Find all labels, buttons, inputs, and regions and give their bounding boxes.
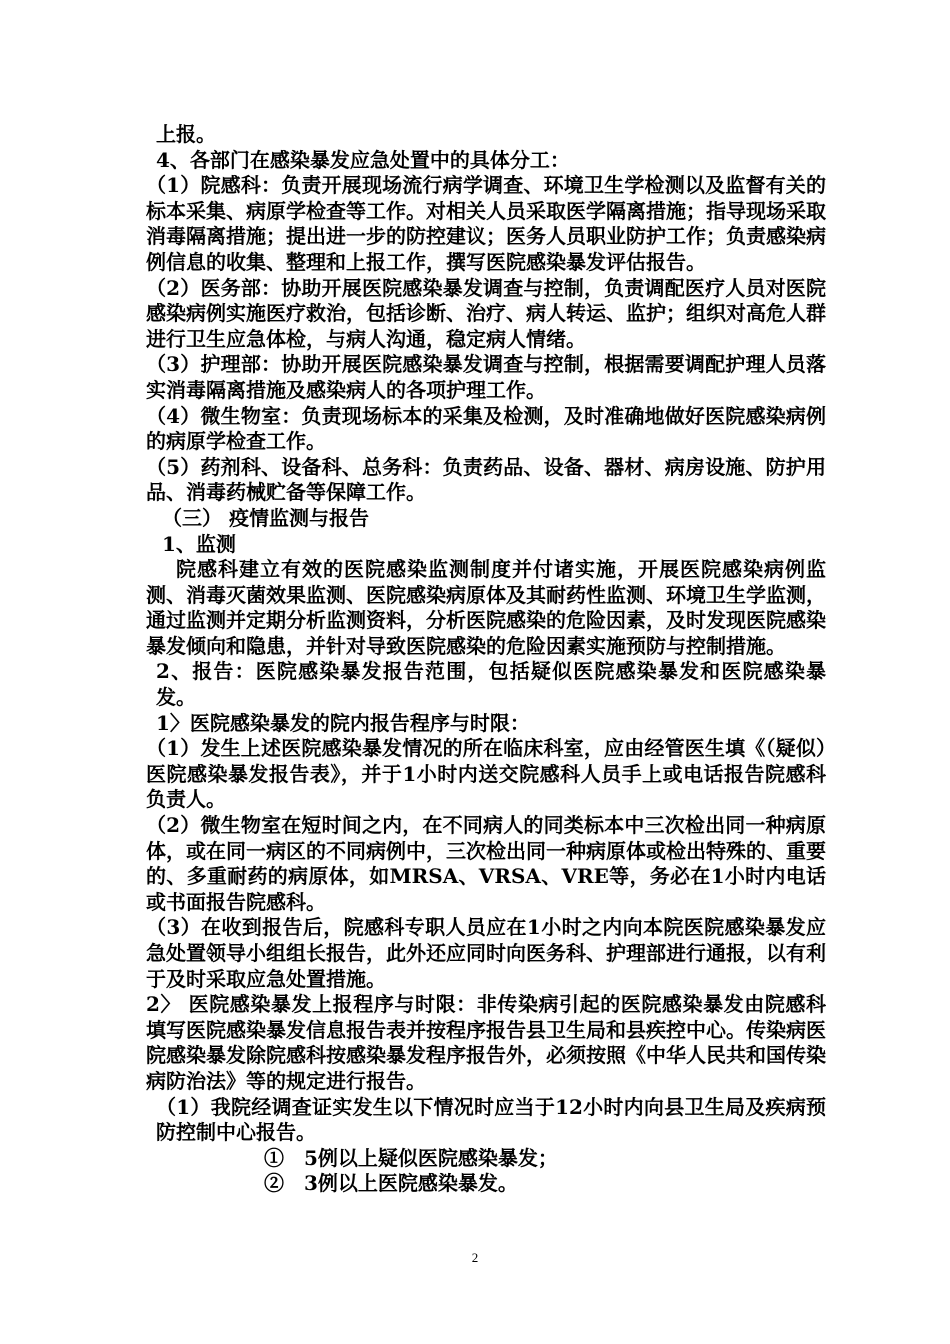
paragraph: 上报。 bbox=[156, 122, 216, 146]
section-heading: （三） 疫情监测与报告 bbox=[162, 505, 369, 530]
document-body bbox=[146, 122, 826, 1197]
paragraph: 4、各部门在感染暴发应急处置中的具体分工： bbox=[156, 147, 570, 172]
paragraph: （5）药剂科、设备科、总务科：负责药品、设备、器材、病房设施、防护用品、消毒药械贮备等保障工作。 bbox=[146, 454, 826, 505]
page-number: 2 bbox=[471, 1250, 479, 1265]
paragraph: （1）我院经调查证实发生以下情况时应当于12小时内向县卫生局及疾病预防控制中心报告。 bbox=[156, 1094, 826, 1145]
paragraph: （3）在收到报告后，院感科专职人员应在1小时之内向本院医院感染暴发应急处置领导小组组长报告，此外还应同时向医务科、护理部进行通报，以有利于及时采取应急处置措施。 bbox=[146, 915, 826, 991]
paragraph: 1〉医院感染暴发的院内报告程序与时限： bbox=[156, 710, 530, 735]
paragraph: （1）发生上述医院感染暴发情况的所在临床科室，应由经管医生填《（疑似）医院感染暴发报告表》，并于1小时内送交院感科人员手上或电话报告院感科负责人。 bbox=[146, 736, 826, 812]
list-item: ① 5例以上疑似医院感染暴发； bbox=[264, 1145, 558, 1170]
paragraph: （4）微生物室：负责现场标本的采集及检测，及时准确地做好医院感染病例的病原学检查工作。 bbox=[146, 403, 826, 454]
paragraph: 2、报告：医院感染暴发报告范围，包括疑似医院感染暴发和医院感染暴发。 bbox=[156, 659, 826, 710]
paragraph: 院感科建立有效的医院感染监测制度并付诸实施，开展医院感染病例监测、消毒灭菌效果监测、医院感染病原体及其耐药性监测、环境卫生学监测，通过监测并定期分析监测资料，分析医院感染的危险因素，及时发现医院感染暴发倾向和隐患，并针对导致医院感染的危险因素实施预防与控制措施。 bbox=[146, 557, 826, 658]
paragraph: （2）微生物室在短时间之内，在不同病人的同类标本中三次检出同一种病原体，或在同一病区的不同病例中，三次检出同一种病原体或检出特殊的、重要的、多重耐药的病原体，如MRSA、VRSA、VRE等，务必在1小时内电话或书面报告院感科。 bbox=[146, 813, 826, 914]
paragraph: 2〉 医院感染暴发上报程序与时限：非传染病引起的医院感染暴发由院感科填写医院感染暴发信息报告表并按程序报告县卫生局和县疾控中心。传染病医院感染暴发除院感科按感染暴发程序报告外，必须按照《中华人民共和国传染病防治法》等的规定进行报告。 bbox=[146, 992, 826, 1093]
list-item: ② 3例以上医院感染暴发。 bbox=[264, 1171, 518, 1196]
paragraph: （1）院感科：负责开展现场流行病学调查、环境卫生学检测以及监督有关的标本采集、病原学检查等工作。对相关人员采取医学隔离措施；指导现场采取消毒隔离措施；提出进一步的防控建议；医务人员职业防护工作；负责感染病例信息的收集、整理和上报工作，撰写医院感染暴发评估报告。 bbox=[146, 173, 826, 274]
paragraph: （2）医务部：协助开展医院感染暴发调查与控制，负责调配医疗人员对医院感染病例实施医疗救治，包括诊断、治疗、病人转运、监护；组织对高危人群进行卫生应急体检，与病人沟通，稳定病人情绪。 bbox=[146, 275, 826, 351]
subsection-heading: 1、监测 bbox=[162, 531, 236, 556]
paragraph: （3）护理部：协助开展医院感染暴发调查与控制，根据需要调配护理人员落实消毒隔离措施及感染病人的各项护理工作。 bbox=[146, 352, 826, 402]
